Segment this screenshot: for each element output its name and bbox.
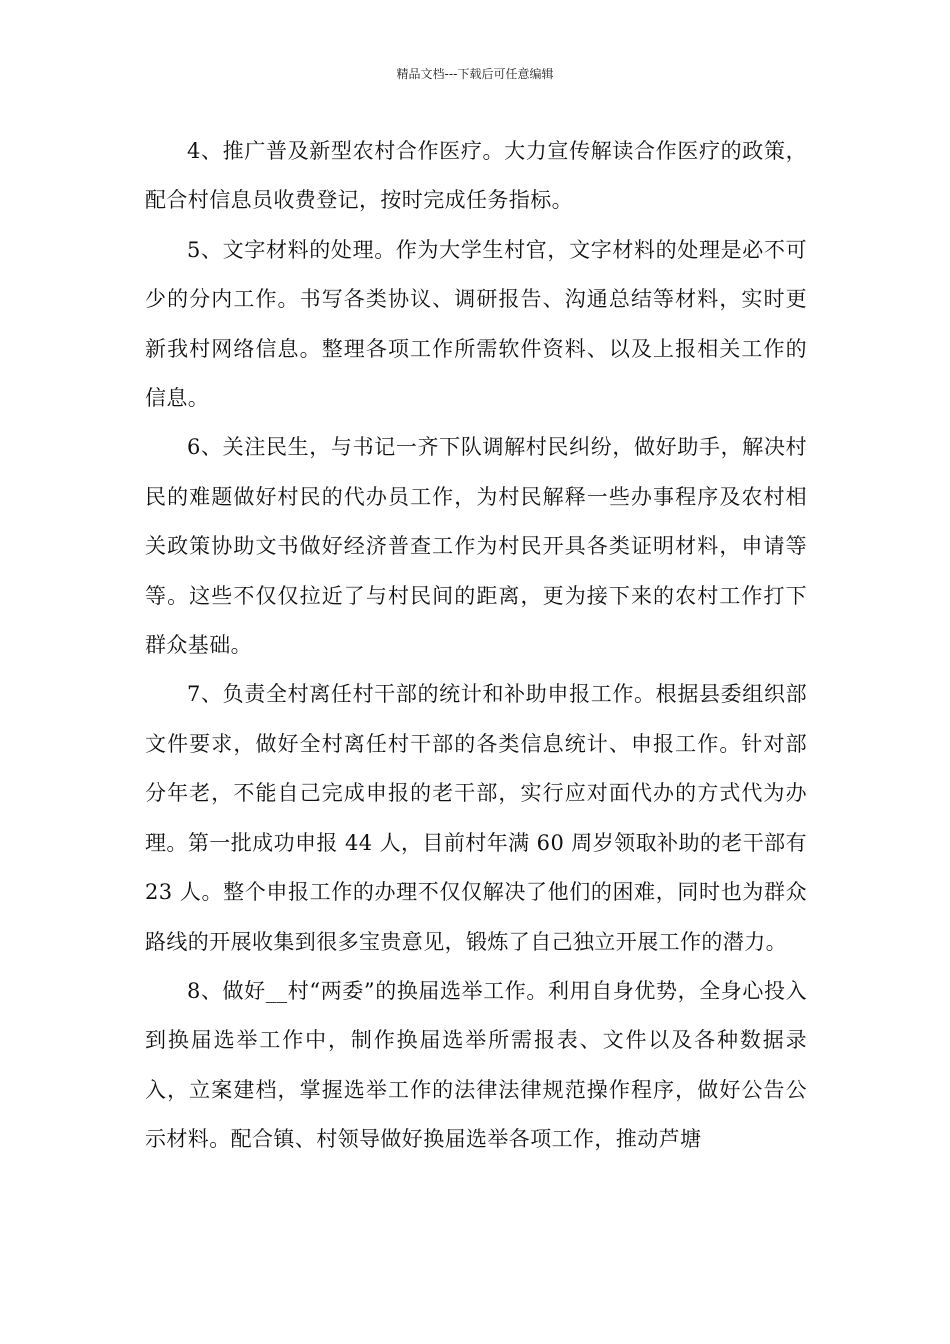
document-body	[145, 127, 807, 1165]
paragraph-item-4: 4、推广普及新型农村合作医疗。大力宣传解读合作医疗的政策，配合村信息员收费登记，按时完成任务指标。	[145, 139, 807, 213]
paragraph-item-7: 7、负责全村离任村干部的统计和补助申报工作。根据县委组织部文件要求，做好全村离任村干部的各类信息统计、申报工作。针对部分年老，不能自己完成申报的老干部，实行应对面代办的方式代为办理。第一批成功申报 44 人，目前村年满 60 周岁领取补助的老干部有 23 人。整个申报工作的办理不仅仅解决了他们的困难，同时也为群众路线的开展收集到很多宝贵意见，锻炼了自己独立开展工作的潜力。	[145, 682, 807, 954]
paragraph-item-5: 5、文字材料的处理。作为大学生村官，文字材料的处理是必不可少的分内工作。书写各类协议、调研报告、沟通总结等材料，实时更新我村网络信息。整理各项工作所需软件资料、以及上报相关工作的信息。	[145, 237, 807, 411]
page-header: 精品文档---下载后可任意编辑	[396, 67, 554, 81]
paragraph-item-6: 6、关注民生，与书记一齐下队调解村民纠纷，做好助手，解决村民的难题做好村民的代办员工作，为村民解释一些办事程序及农村相关政策协助文书做好经济普查工作为村民开具各类证明材料，申请等等。这些不仅仅拉近了与村民间的距离，更为接下来的农村工作打下群众基础。	[145, 435, 807, 658]
paragraph-item-8: 8、做好__村“两委”的换届选举工作。利用自身优势，全身心投入到换届选举工作中，制作换届选举所需报表、文件以及各种数据录入，立案建档，掌握选举工作的法律法律规范操作程序，做好公告公示材料。配合镇、村领导做好换届选举各项工作，推动芦塘	[145, 978, 807, 1152]
